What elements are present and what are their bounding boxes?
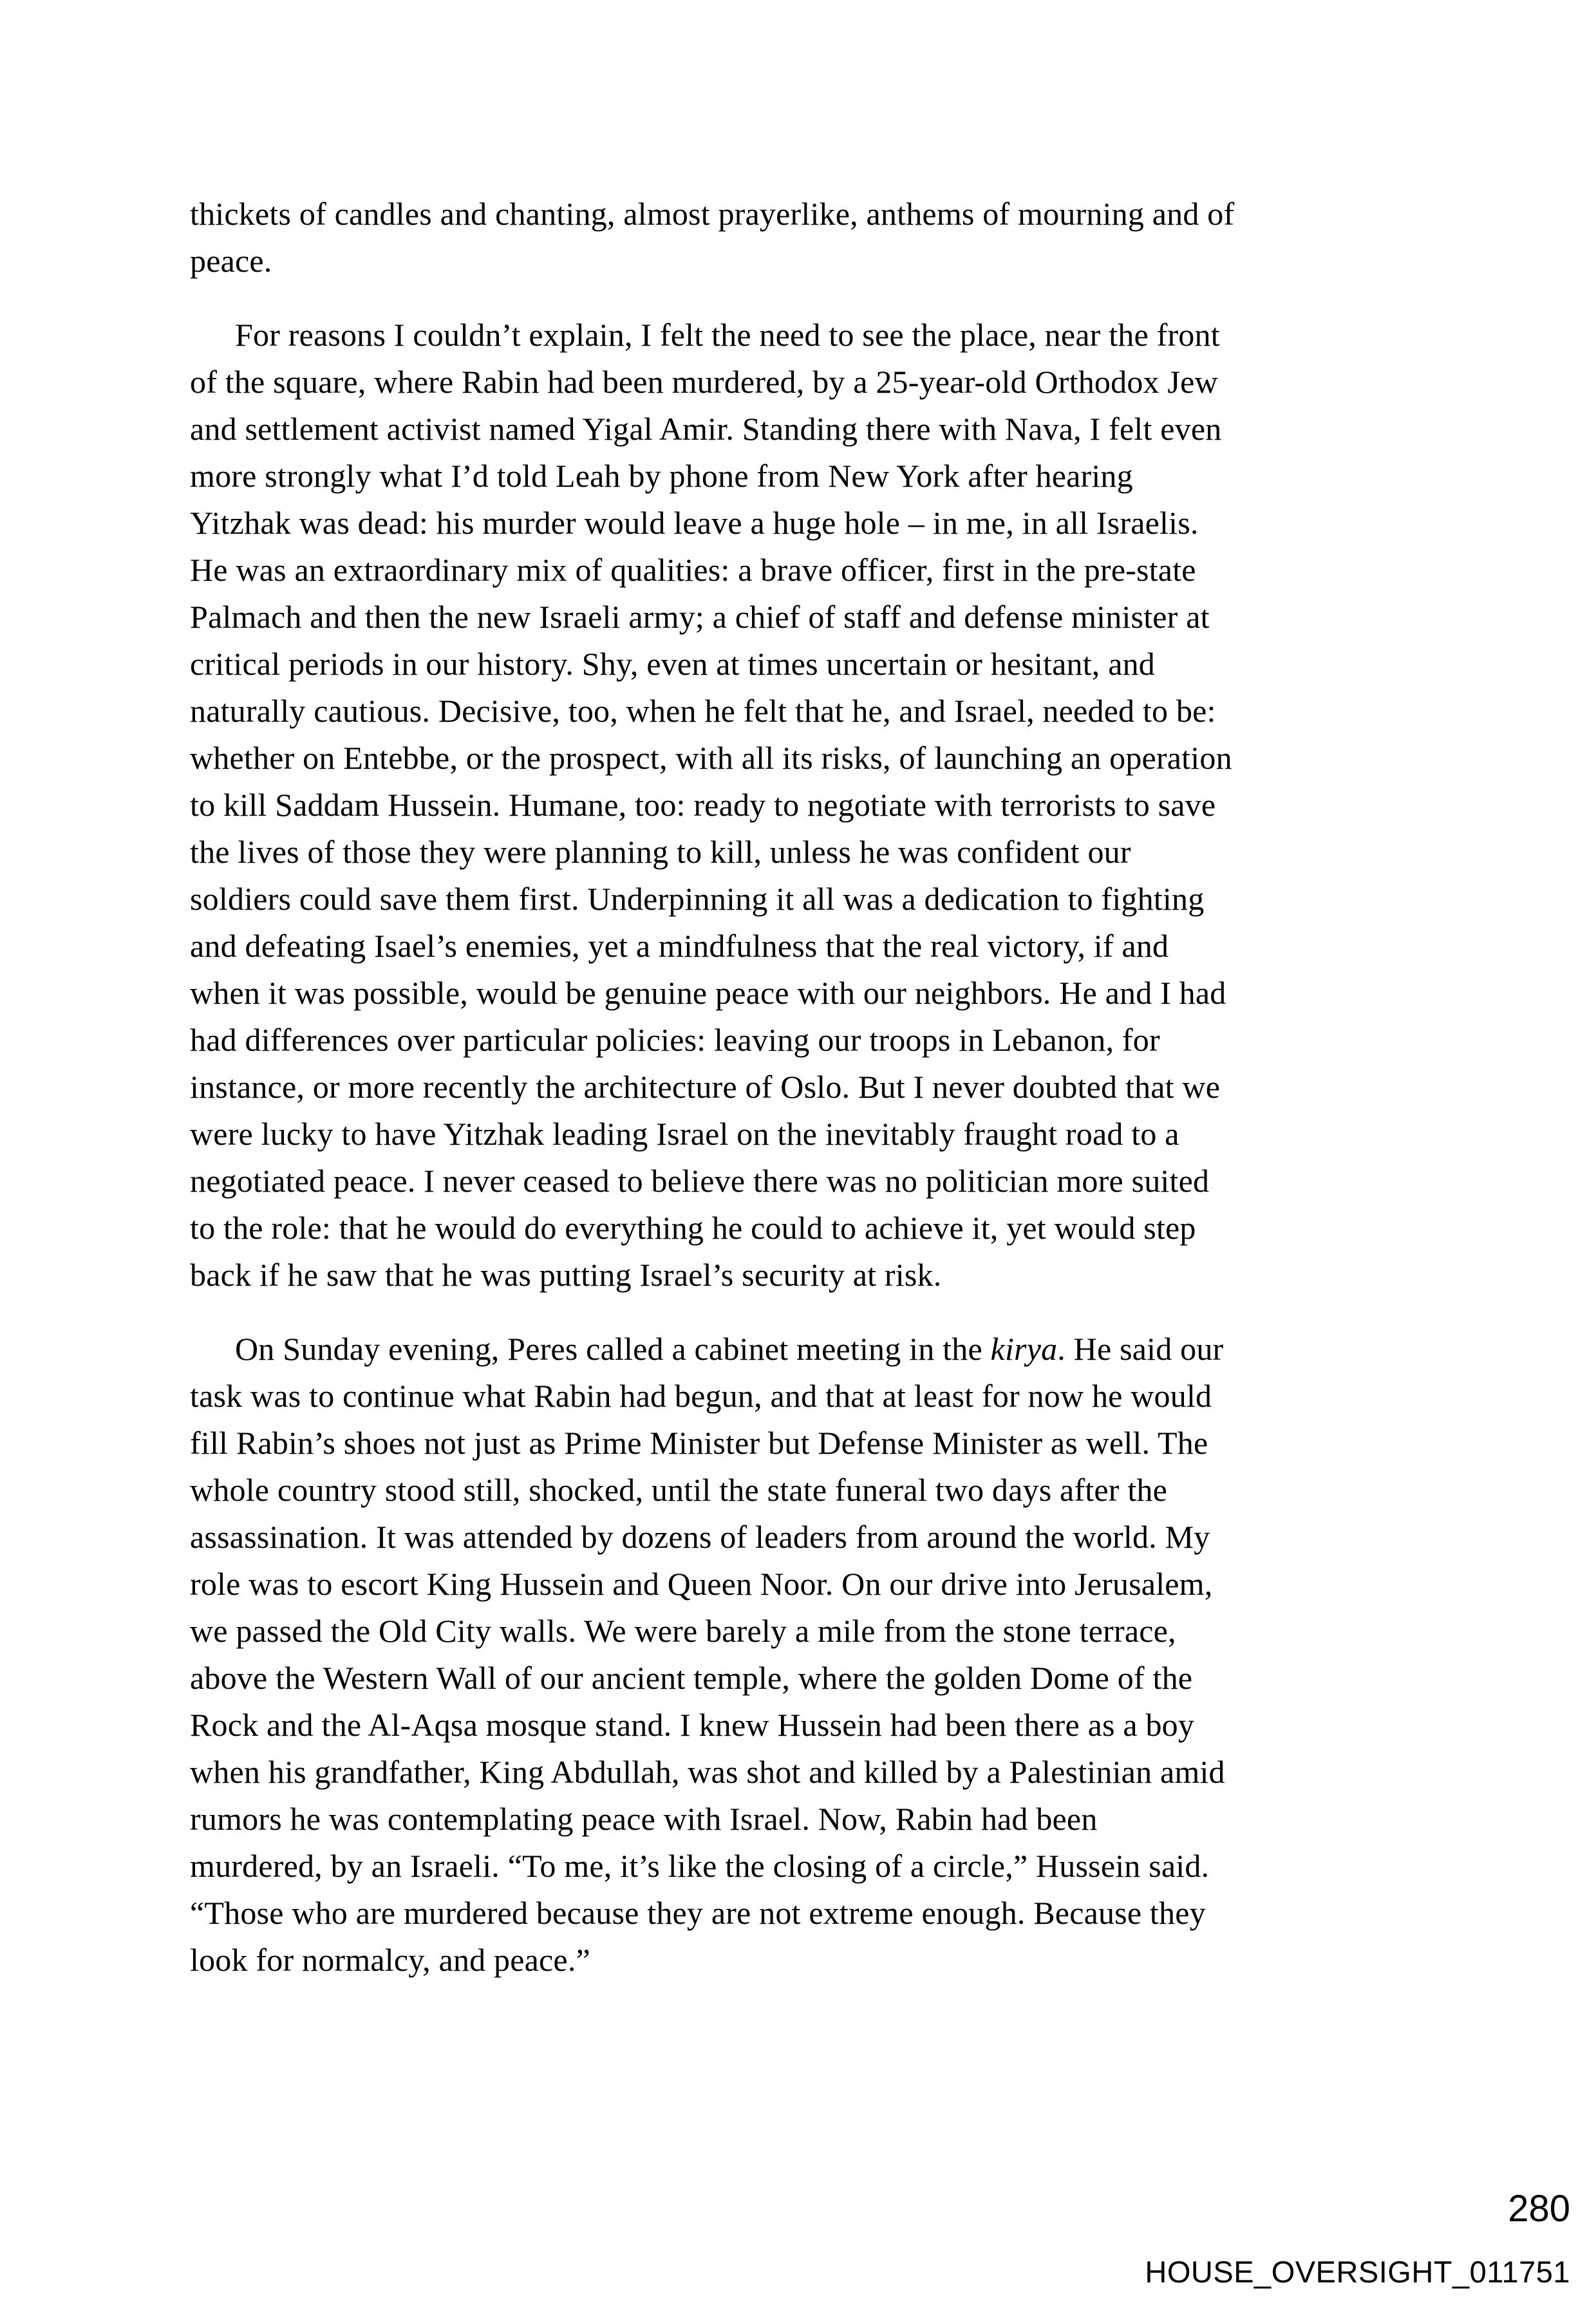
text-line: when his grandfather, King Abdullah, was shot and killed by a Palestinian amid xyxy=(190,1754,1225,1790)
text-line: Yitzhak was dead: his murder would leave a huge hole – in me, in all Israelis. xyxy=(190,505,1199,541)
text-line: murdered, by an Israeli. “To me, it’s like the closing of a circle,” Hussein said. xyxy=(190,1848,1210,1884)
text-line: whether on Entebbe, or the prospect, with all its risks, of launching an operation xyxy=(190,740,1232,776)
text-line: instance, or more recently the architecture of Oslo. But I never doubted that we xyxy=(190,1069,1221,1105)
text-line: when it was possible, would be genuine peace with our neighbors. He and I had xyxy=(190,975,1226,1011)
text-line: Rock and the Al-Aqsa mosque stand. I knew Hussein had been there as a boy xyxy=(190,1707,1195,1743)
text-line: above the Western Wall of our ancient temple, where the golden Dome of the xyxy=(190,1660,1193,1696)
text-line: and defeating Isael’s enemies, yet a mindfulness that the real victory, if and xyxy=(190,928,1169,964)
text-line: soldiers could save them first. Underpinning it all was a dedication to fighting xyxy=(190,881,1205,917)
text-line: On Sunday evening, Peres called a cabinet meeting in the kirya. He said our xyxy=(235,1331,1224,1367)
text-line: more strongly what I’d told Leah by phone from New York after hearing xyxy=(190,458,1133,494)
italic-term: kirya xyxy=(990,1331,1058,1367)
text-line: had differences over particular policies: leaving our troops in Lebanon, for xyxy=(190,1022,1160,1058)
paragraph xyxy=(190,312,1426,1299)
page-number: 280 xyxy=(1508,2188,1570,2230)
text-line: peace. xyxy=(190,243,272,279)
text-line: look for normalcy, and peace.” xyxy=(190,1942,590,1978)
text-line: For reasons I couldn’t explain, I felt the need to see the place, near the front xyxy=(235,317,1220,353)
text-line: to kill Saddam Hussein. Humane, too: ready to negotiate with terrorists to save xyxy=(190,787,1216,823)
text-line: of the square, where Rabin had been murdered, by a 25-year-old Orthodox Jew xyxy=(190,364,1218,400)
text-line: fill Rabin’s shoes not just as Prime Minister but Defense Minister as well. The xyxy=(190,1425,1208,1461)
text-line: to the role: that he would do everything he could to achieve it, yet would step xyxy=(190,1210,1196,1246)
bates-stamp: HOUSE_OVERSIGHT_011751 xyxy=(1145,2255,1570,2289)
text-line: and settlement activist named Yigal Amir. Standing there with Nava, I felt even xyxy=(190,411,1222,447)
text-line: the lives of those they were planning to kill, unless he was confident our xyxy=(190,834,1131,870)
text-line: Palmach and then the new Israeli army; a chief of staff and defense minister at xyxy=(190,599,1210,635)
text-line: naturally cautious. Decisive, too, when he felt that he, and Israel, needed to be: xyxy=(190,693,1216,729)
text-line: were lucky to have Yitzhak leading Israel on the inevitably fraught road to a xyxy=(190,1116,1179,1152)
text-line: role was to escort King Hussein and Queen Noor. On our drive into Jerusalem, xyxy=(190,1566,1213,1602)
text-line: we passed the Old City walls. We were barely a mile from the stone terrace, xyxy=(190,1613,1176,1649)
text-line: assassination. It was attended by dozens of leaders from around the world. My xyxy=(190,1519,1210,1555)
text-line: negotiated peace. I never ceased to believe there was no politician more suited xyxy=(190,1163,1210,1199)
text-line: back if he saw that he was putting Israel’s security at risk. xyxy=(190,1257,942,1293)
text-line: task was to continue what Rabin had begun, and that at least for now he would xyxy=(190,1378,1212,1414)
paragraph xyxy=(190,191,1426,285)
text-line: “Those who are murdered because they are not extreme enough. Because they xyxy=(190,1895,1206,1931)
text-line: critical periods in our history. Shy, even at times uncertain or hesitant, and xyxy=(190,646,1155,682)
text-line: whole country stood still, shocked, until the state funeral two days after the xyxy=(190,1472,1168,1508)
text-line: He was an extraordinary mix of qualities: a brave officer, first in the pre-state xyxy=(190,552,1196,588)
text-line: rumors he was contemplating peace with Israel. Now, Rabin had been xyxy=(190,1801,1098,1837)
document-text xyxy=(190,191,1426,1984)
text-line: thickets of candles and chanting, almost prayerlike, anthems of mourning and of xyxy=(190,196,1235,232)
paragraph xyxy=(190,1326,1426,1984)
